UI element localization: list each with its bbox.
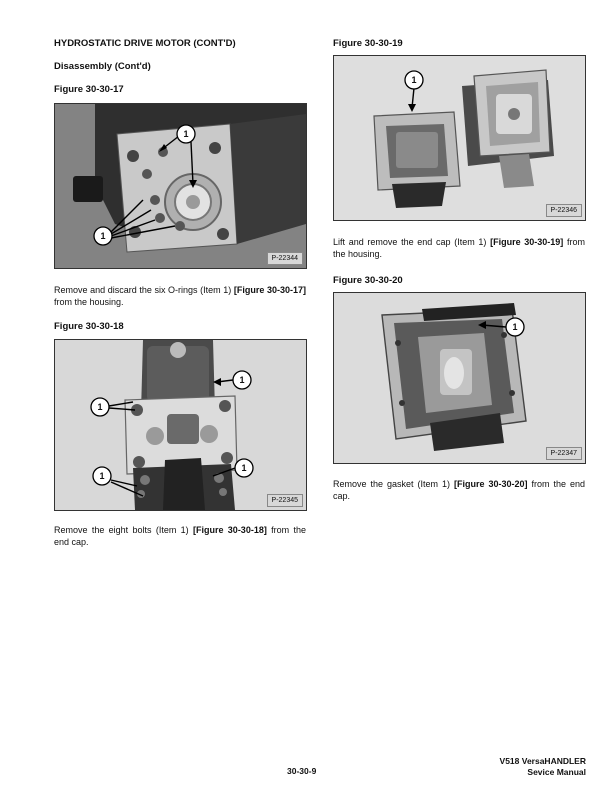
product-name: V518 VersaHANDLER — [499, 756, 586, 766]
photo-id-label: P-22345 — [267, 494, 303, 507]
item-callout-bottom: 1 — [100, 231, 106, 241]
figure-30-30-18-caption: Figure 30-30-18 — [54, 321, 124, 332]
item-callout: 1 — [512, 322, 518, 332]
photo-id-label: P-22344 — [267, 252, 303, 265]
item-callout-right-top: 1 — [239, 375, 245, 385]
end-cap-bolts-image — [55, 340, 306, 510]
instruction-text: from the end cap. — [54, 525, 306, 547]
figure-reference: [Figure 30-30-18] — [192, 525, 267, 535]
item-callout-left-top: 1 — [97, 402, 103, 412]
section-title: HYDROSTATIC DRIVE MOTOR (CONT'D) — [54, 38, 236, 49]
instruction-text: Remove the eight bolts (Item 1) — [54, 525, 193, 535]
gasket-end-cap-image — [334, 293, 585, 463]
figure-reference: [Figure 30-30-19] — [490, 237, 564, 247]
instruction-text: from the housing. — [333, 237, 585, 259]
instruction-text: Lift and remove the end cap (Item 1) — [333, 237, 491, 247]
instruction-text: from the end cap. — [333, 479, 586, 501]
figure-30-30-20-photo — [333, 292, 586, 464]
photo-id-label: P-22346 — [546, 204, 582, 217]
page-number: 30-30-9 — [287, 766, 317, 776]
photo-id-label: P-22347 — [546, 447, 582, 460]
instruction-text: Remove the gasket (Item 1) — [333, 479, 454, 489]
figure-30-30-19-instruction — [333, 236, 585, 260]
figure-30-30-17-instruction — [54, 284, 306, 308]
figure-30-30-18-photo — [54, 339, 307, 511]
figure-30-30-17-caption: Figure 30-30-17 — [54, 84, 124, 95]
end-cap-removed-image — [334, 56, 585, 220]
figure-30-30-20-caption: Figure 30-30-20 — [333, 275, 403, 286]
figure-reference: [Figure 30-30-20] — [454, 479, 528, 489]
figure-30-30-19-caption: Figure 30-30-19 — [333, 38, 403, 49]
item-callout-right-bottom: 1 — [241, 463, 247, 473]
manual-name: Sevice Manual — [527, 767, 586, 777]
figure-30-30-19-photo — [333, 55, 586, 221]
instruction-text: from the housing. — [54, 297, 124, 307]
figure-reference: [Figure 30-30-17] — [233, 285, 306, 295]
item-callout-top: 1 — [183, 129, 189, 139]
instruction-text: Remove and discard the six O-rings (Item 1) — [54, 285, 234, 295]
figure-30-30-18-instruction — [54, 524, 306, 548]
subsection-title: Disassembly (Cont'd) — [54, 61, 151, 72]
item-callout: 1 — [411, 75, 417, 85]
figure-30-30-20-instruction — [333, 478, 585, 502]
item-callout-left-bottom: 1 — [99, 471, 105, 481]
figure-30-30-17-photo — [54, 103, 307, 269]
